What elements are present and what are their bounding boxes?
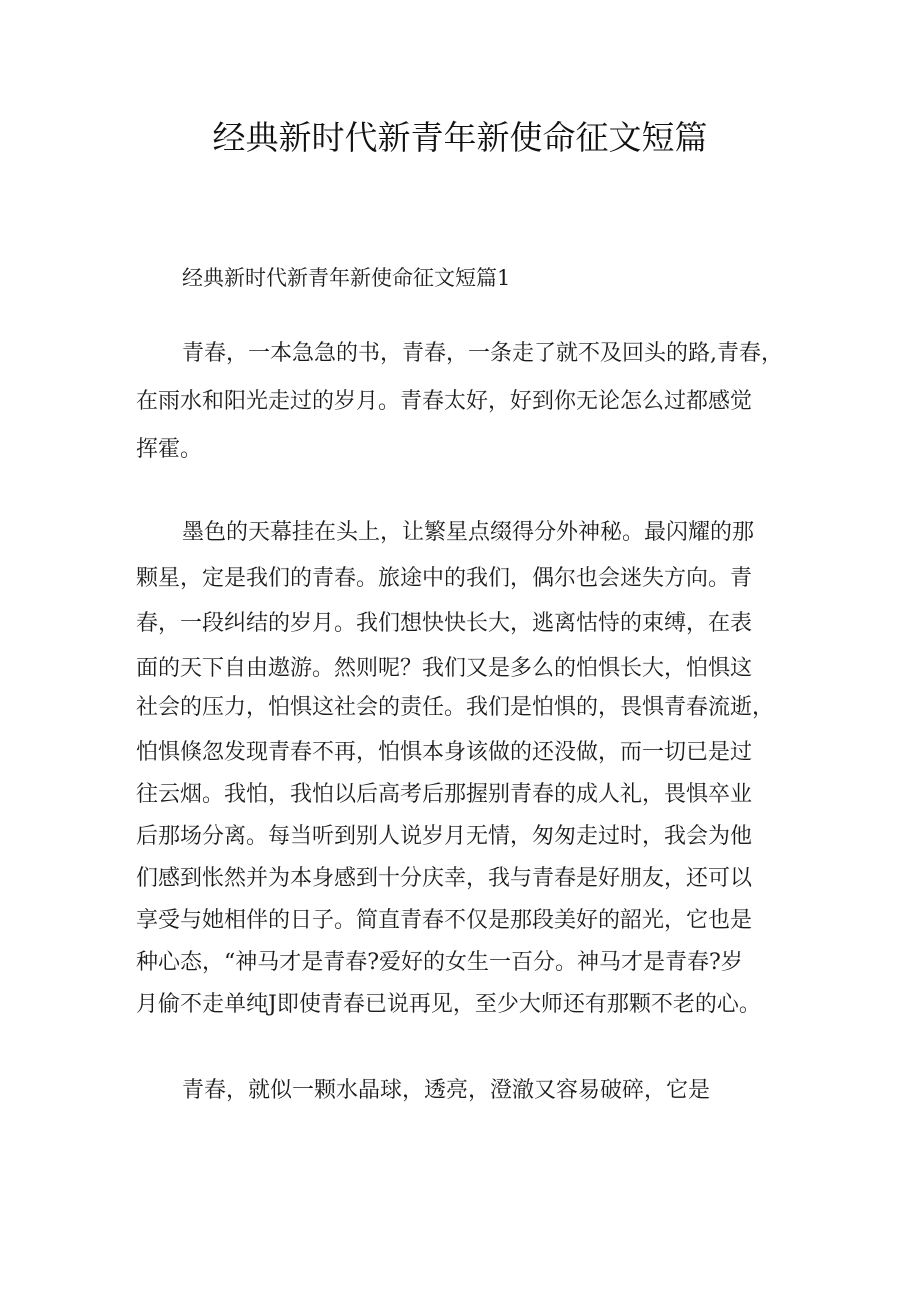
paragraph-line: 社会的压力，怕惧这社会的责任。我们是怕惧的，畏惧青春流逝，: [136, 695, 775, 720]
paragraph-line: 春，一段纠结的岁月。我们想快快长大，逃离怙恃的束缚，在表: [136, 611, 753, 636]
paragraph-line: 青春，一本急急的书，青春，一条走了就不及回头的路,青春，: [182, 341, 783, 366]
paragraph-line: 青春，就似一颗水晶球，透亮，澄澈又容易破碎，它是: [182, 1078, 711, 1103]
paragraph-line: 颗星，定是我们的青春。旅途中的我们，偶尔也会迷失方向。青: [136, 566, 753, 591]
paragraph-line: 享受与她相伴的日子。简直青春不仅是那段美好的韶光，它也是: [136, 908, 753, 933]
paragraph-line: 墨色的天幕挂在头上，让繁星点缀得分外神秘。最闪耀的那: [182, 520, 755, 545]
paragraph-line: 种心态，“神马才是青春?爱好的女生一百分。神马才是青春?岁: [136, 950, 743, 975]
section-heading: 经典新时代新青年新使命征文短篇1: [182, 266, 511, 290]
paragraph-line: 面的天下自由遨游。然则呢？我们又是多么的怕惧长大，怕惧这: [136, 656, 753, 681]
paragraph-line: 怕惧倏忽发现青春不再，怕惧本身该做的还没做，而一切已是过: [136, 740, 753, 765]
paragraph-line: 后那场分离。每当听到别人说岁月无情，匆匆走过时，我会为他: [136, 824, 753, 849]
paragraph-line: 挥霍。: [136, 437, 203, 462]
paragraph-line: 月偷不走单纯J即使青春已说再见，至少大师还有那颗不老的心。: [136, 992, 761, 1017]
paragraph-line: 在雨水和阳光走过的岁月。青春太好，好到你无论怎么过都感觉: [136, 389, 753, 414]
paragraph-line: 往云烟。我怕，我怕以后高考后那握别青春的成人礼，畏惧卒业: [136, 782, 753, 807]
paragraph-line: 们感到怅然并为本身感到十分庆幸，我与青春是好朋友，还可以: [136, 866, 753, 891]
document-title: 经典新时代新青年新使命征文短篇: [212, 118, 708, 157]
